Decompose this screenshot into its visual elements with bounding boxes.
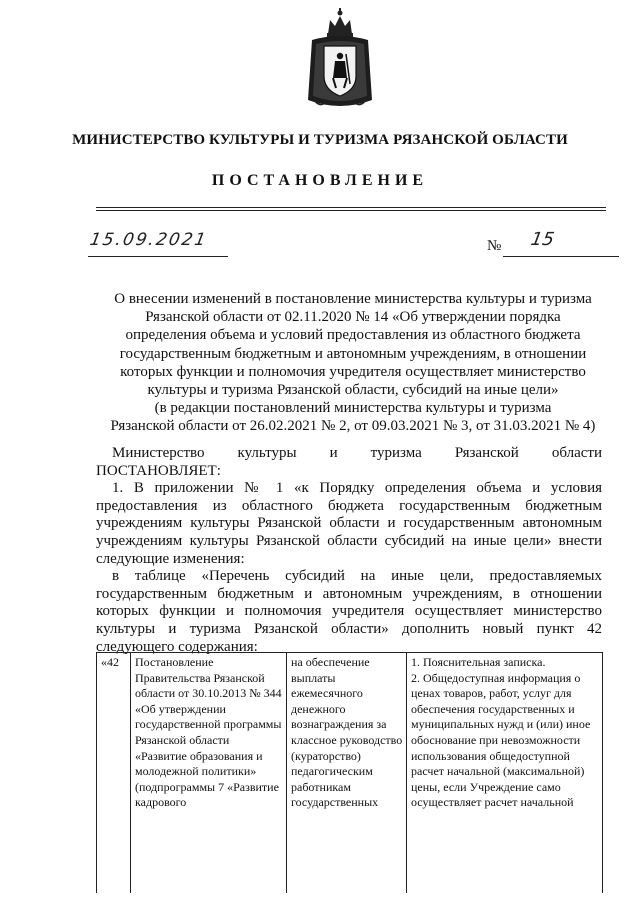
subject-line: Рязанской области от 26.02.2021 № 2, от 09.03.2021 № 3, от 31.03.2021 № 4) bbox=[110, 418, 596, 435]
document-body bbox=[96, 445, 602, 656]
decides-label: ПОСТАНОВЛЯЕТ: bbox=[96, 462, 221, 479]
paragraph-2: в таблице «Перечень субсидий на иные цели, предоставляемых государственным бюджетным и автономным учреждениям, в отношении которых функции и полномочия учредителя осуществляет министерство культуры и туризма Рязанской области» дополнить новый пункт 42 следующего содержания: bbox=[96, 568, 602, 655]
cell-item-number: «42 bbox=[97, 653, 131, 893]
document-item: 1. Пояснительная записка. bbox=[411, 655, 546, 669]
preamble: Министерство культуры и туризма Рязанской области bbox=[112, 445, 602, 461]
subject-line: (в редакции постановлений министерства культуры и туризма bbox=[154, 400, 552, 417]
cell-legal-act: Постановление Правительства Рязанской области от 30.10.2013 № 344 «Об утверждении государственной программы Рязанской области «Развитие образования и молодежной политики» (подпрограммы 7 «Развитие кадрового bbox=[131, 653, 287, 893]
header-rule-thick bbox=[96, 207, 606, 208]
cell-purpose: на обеспечение выплаты ежемесячного денежного вознаграждения за классное руководство (кураторство) педагогическим работникам государственных bbox=[287, 653, 407, 893]
coat-of-arms-emblem bbox=[300, 4, 380, 114]
cell-documents bbox=[407, 653, 603, 893]
number-sign: № bbox=[487, 238, 502, 254]
ministry-name: МИНИСТЕРСТВО КУЛЬТУРЫ И ТУРИЗМА РЯЗАНСКОЙ ОБЛАСТИ bbox=[72, 132, 568, 148]
paragraph-1: 1. В приложении № 1 «к Порядку определения объема и условия предоставления из областного бюджета государственным бюджетным учреждениям культуры Рязанской области и государственным автономным учреждениям культуры Рязанской области субсидий на иные цели» внести следующие изменения: bbox=[96, 480, 602, 567]
subject-line: О внесении изменений в постановление министерства культуры и туризма bbox=[114, 291, 592, 307]
crown-icon bbox=[327, 8, 353, 37]
number-value: 15 bbox=[529, 229, 556, 250]
document-item: 2. Общедоступная информация о ценах товаров, работ, услуг для обеспечения государственных и муниципальных нужд и (или) иное обоснование при невозможности использования общедоступной расчет начальной (максимальной) цены, если Учреждение само осуществляет расчет начальной bbox=[411, 670, 591, 810]
table-row bbox=[97, 653, 603, 893]
date-value: 15.09.2021 bbox=[88, 230, 210, 250]
date-field bbox=[88, 232, 228, 257]
subject-line: определения объема и условий предоставления из областного бюджета bbox=[125, 327, 581, 344]
number-field bbox=[503, 229, 619, 257]
subsidy-items-table bbox=[96, 652, 603, 893]
subject-line: Рязанской области от 02.11.2020 № 14 «Об утверждении порядка bbox=[145, 309, 561, 326]
subject-line: государственным бюджетным и автономным учреждениям, в отношении bbox=[119, 345, 587, 362]
subject-heading bbox=[96, 290, 610, 436]
subject-line: которых функции и полномочия учредителя осуществляет министерство bbox=[120, 363, 586, 380]
subject-line: культуры и туризма Рязанской области, субсидий на иные цели» bbox=[147, 382, 559, 399]
header-rule-thin bbox=[96, 210, 606, 211]
document-type-title: ПОСТАНОВЛЕНИЕ bbox=[211, 172, 429, 189]
